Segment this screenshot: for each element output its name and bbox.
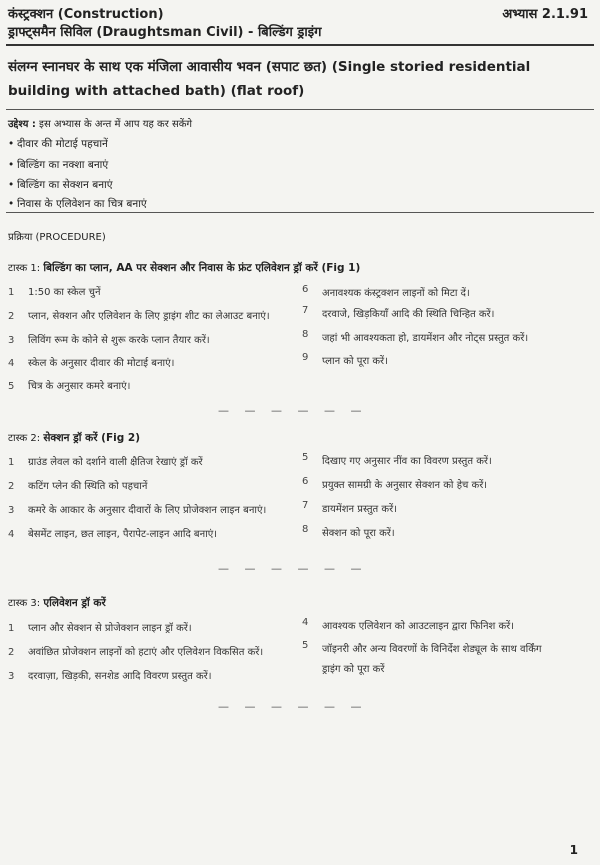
step-item: 2 कटिंग प्लेन की स्थिति को पहचानें bbox=[8, 481, 148, 492]
title-rule bbox=[6, 109, 594, 110]
step-item: 3 कमरे के आकार के अनुसार दीवारों के लिए प्रोजेक्शन लाइन बनाएं। bbox=[8, 505, 267, 516]
step-item: 4 स्केल के अनुसार दीवार की मोटाई बनाएं। bbox=[8, 358, 175, 369]
task-1-heading bbox=[8, 260, 360, 275]
objective-item: • दीवार की मोटाई पहचानें bbox=[8, 138, 108, 150]
section-separator: — — — — — — bbox=[218, 404, 368, 417]
step-item: 3 लिविंग रूम के कोने से शुरू करके प्लान तैयार करें। bbox=[8, 335, 210, 346]
step-item: 3 दरवाज़ा, खिड़की, सनशेड आदि विवरण प्रस्तुत करें। bbox=[8, 671, 212, 682]
step-item: 7 दरवाजे, खिड़कियाँ आदि की स्थिति चिन्हित करें। bbox=[302, 305, 495, 320]
section-separator: — — — — — — bbox=[218, 562, 368, 575]
exercise-number: अभ्यास 2.1.91 bbox=[502, 7, 588, 22]
step-item: 2 प्लान, सेक्शन और एलिवेशन के लिए ड्राइंग शीट का लेआउट बनाएं। bbox=[8, 311, 270, 322]
objectives-rule bbox=[6, 212, 594, 213]
step-item: 2 अवांछित प्रोजेक्शन लाइनों को हटाएं और एलिवेशन विकसित करें। bbox=[8, 647, 264, 658]
course-title: ड्राफ्ट्समैन सिविल (Draughtsman Civil) - बिल्डिंग ड्राइंग bbox=[8, 25, 322, 40]
exercise-title: संलग्न स्नानघर के साथ एक मंजिला आवासीय भवन (सपाट छत) (Single storied residential building with attached bath) (flat roof) bbox=[8, 59, 531, 99]
trade-title: कंस्ट्रक्शन (Construction) bbox=[8, 7, 164, 22]
objective-item: • निवास के एलिवेशन का चित्र बनाएं bbox=[8, 198, 147, 210]
objective-item: • बिल्डिंग का नक्शा बनाएं bbox=[8, 159, 109, 171]
task-2-title: सेक्शन ड्रॉ करें (Fig 2) bbox=[43, 432, 141, 444]
task-1-title: बिल्डिंग का प्लान, AA पर सेक्शन और निवास के फ्रंट एलिवेशन ड्रॉ करें (Fig 1) bbox=[43, 262, 361, 274]
step-item: 4 आवश्यक एलिवेशन को आउटलाइन द्वारा फिनिश करें। bbox=[302, 617, 515, 632]
task-3-heading bbox=[8, 595, 106, 610]
step-item: 1 प्लान और सेक्शन से प्रोजेक्शन लाइन ड्रॉ करें। bbox=[8, 623, 192, 634]
task-1-prefix: टास्क 1: bbox=[8, 263, 41, 274]
step-item: 4 बेसमेंट लाइन, छत लाइन, पैरापेट-लाइन आदि बनाएं। bbox=[8, 529, 218, 540]
section-separator: — — — — — — bbox=[218, 700, 368, 713]
objectives-heading bbox=[8, 116, 192, 130]
objectives-intro: इस अभ्यास के अन्त में आप यह कर सकेंगे bbox=[39, 119, 193, 130]
step-item: 5 दिखाए गए अनुसार नींव का विवरण प्रस्तुत करें। bbox=[302, 452, 492, 467]
step-item: 1 ग्राउंड लेवल को दर्शाने वाली क्षैतिज रेखाएं ड्रॉ करें bbox=[8, 457, 203, 468]
step-item: 7 डायमेंशन प्रस्तुत करें। bbox=[302, 500, 397, 515]
page-number: 1 bbox=[569, 843, 578, 857]
procedure-heading: प्रक्रिया (PROCEDURE) bbox=[8, 232, 106, 243]
step-item: 5 जॉइनरी और अन्य विवरणों के विनिर्देश शेड्यूल के साथ वर्किंग ड्राइंग को पूरा करें bbox=[302, 640, 542, 675]
objective-item: • बिल्डिंग का सेक्शन बनाएं bbox=[8, 179, 113, 191]
step-item: 8 जहां भी आवश्यकता हो, डायमेंशन और नोट्स प्रस्तुत करें। bbox=[302, 329, 529, 344]
step-item: 5 चित्र के अनुसार कमरे बनाएं। bbox=[8, 381, 131, 392]
step-item: 1 1:50 का स्केल चुनें bbox=[8, 287, 101, 298]
task-2-heading bbox=[8, 430, 140, 445]
task-3-prefix: टास्क 3: bbox=[8, 598, 41, 609]
step-item: 6 अनावश्यक कंस्ट्रक्शन लाइनों को मिटा दें। bbox=[302, 284, 470, 299]
step-item: 8 सेक्शन को पूरा करें। bbox=[302, 524, 395, 539]
objectives-label: उद्देश्य : bbox=[8, 119, 36, 130]
header-rule bbox=[6, 44, 594, 46]
task-2-prefix: टास्क 2: bbox=[8, 433, 41, 444]
step-item: 9 प्लान को पूरा करें। bbox=[302, 352, 388, 367]
task-3-title: एलिवेशन ड्रॉ करें bbox=[43, 597, 106, 609]
step-item: 6 प्रयुक्त सामग्री के अनुसार सेक्शन को हेच करें। bbox=[302, 476, 488, 491]
